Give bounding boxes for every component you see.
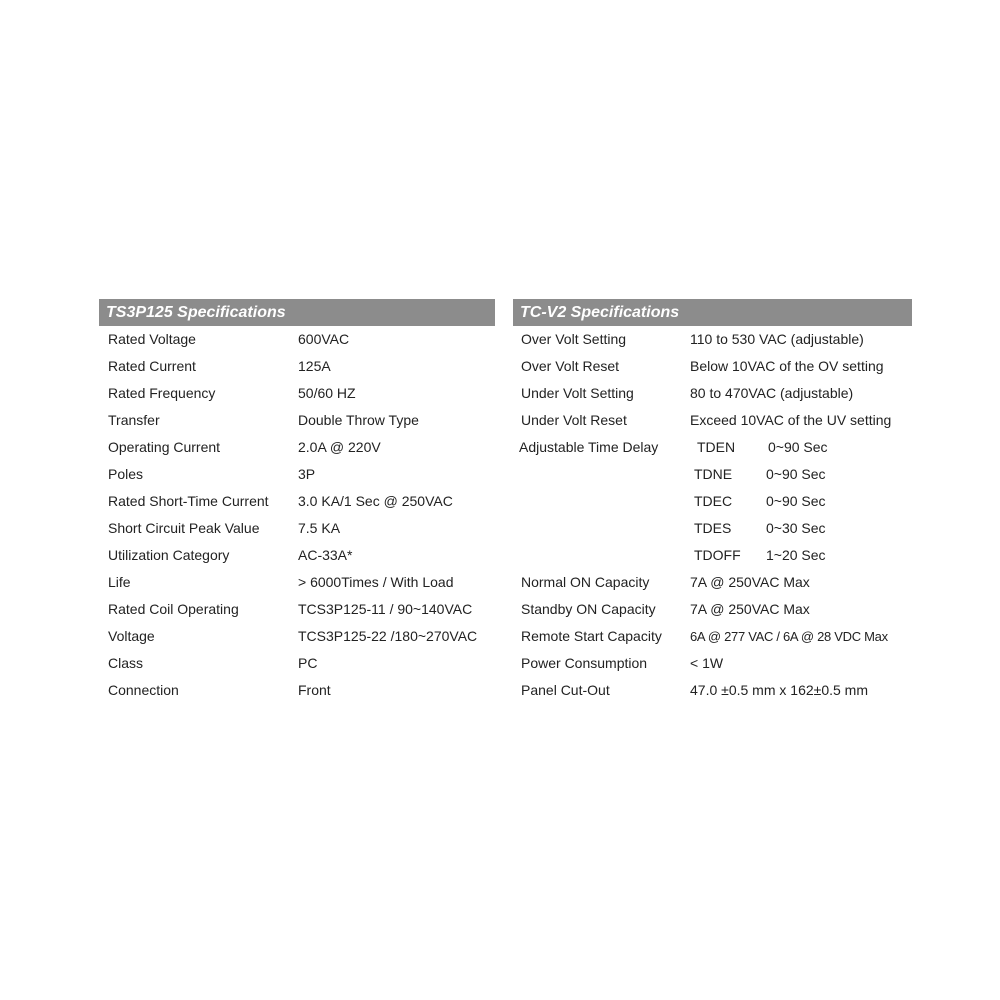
- spec-row: [99, 488, 495, 515]
- spec-label: Poles: [108, 466, 144, 482]
- spec-row: [99, 650, 495, 677]
- spec-row: [513, 623, 912, 650]
- spec-value: < 1W: [690, 655, 724, 671]
- spec-row: [513, 353, 912, 380]
- spec-label: Class: [108, 655, 144, 671]
- spec-value: PC: [298, 655, 318, 671]
- time-delay-range: 1~20 Sec: [766, 547, 826, 563]
- time-delay-code: TDOFF: [694, 547, 741, 563]
- spec-value: AC-33A*: [298, 547, 353, 563]
- spec-value: Exceed 10VAC of the UV setting: [690, 412, 892, 428]
- spec-value: 110 to 530 VAC (adjustable): [690, 331, 864, 347]
- spec-label: Over Volt Setting: [521, 331, 627, 347]
- spec-row: [99, 515, 495, 542]
- tcv2-spec-table: [513, 299, 912, 704]
- spec-value: 7A @ 250VAC Max: [690, 574, 810, 590]
- spec-row: [99, 569, 495, 596]
- spec-row: [99, 380, 495, 407]
- spec-value: > 6000Times / With Load: [298, 574, 454, 590]
- spec-value: TCS3P125-22 /180~270VAC: [298, 628, 478, 644]
- spec-value: 7.5 KA: [298, 520, 341, 536]
- spec-row: [513, 380, 912, 407]
- spec-label: Voltage: [108, 628, 155, 644]
- spec-label: Transfer: [108, 412, 160, 428]
- spec-value: 2.0A @ 220V: [298, 439, 381, 455]
- spec-row: [513, 407, 912, 434]
- spec-label: Normal ON Capacity: [521, 574, 650, 590]
- spec-label: Standby ON Capacity: [521, 601, 656, 617]
- spec-row: [99, 623, 495, 650]
- spec-label: Rated Current: [108, 358, 196, 374]
- spec-row: [513, 569, 912, 596]
- spec-value: Below 10VAC of the OV setting: [690, 358, 884, 374]
- spec-value: 600VAC: [298, 331, 350, 347]
- spec-row: [513, 650, 912, 677]
- spec-row: [99, 542, 495, 569]
- spec-value: 3P: [298, 466, 316, 482]
- spec-value: TCS3P125-11 / 90~140VAC: [298, 601, 473, 617]
- spec-value: 80 to 470VAC (adjustable): [690, 385, 854, 401]
- spec-label: Operating Current: [108, 439, 221, 455]
- time-delay-code: TDNE: [694, 466, 733, 482]
- time-delay-range: 0~90 Sec: [766, 493, 826, 509]
- spec-label: Connection: [108, 682, 179, 698]
- time-delay-range: 0~90 Sec: [766, 466, 826, 482]
- spec-row: [99, 353, 495, 380]
- spec-label: Rated Voltage: [108, 331, 196, 347]
- spec-value: 3.0 KA/1 Sec @ 250VAC: [298, 493, 453, 509]
- time-delay-row: [513, 515, 912, 542]
- spec-value: Front: [298, 682, 331, 698]
- spec-row: [99, 677, 495, 704]
- spec-row: [513, 677, 912, 704]
- spec-label: Panel Cut-Out: [521, 682, 610, 698]
- time-delay-row: [513, 434, 912, 461]
- spec-label: Remote Start Capacity: [521, 628, 662, 644]
- spec-value: 125A: [298, 358, 331, 374]
- spec-value: 6A @ 277 VAC / 6A @ 28 VDC Max: [690, 629, 888, 644]
- spec-label: Power Consumption: [521, 655, 648, 671]
- ts3p125-spec-header: TS3P125 Specifications: [99, 299, 495, 326]
- spec-row: [99, 596, 495, 623]
- spec-row: [513, 326, 912, 353]
- spec-label: Under Volt Setting: [521, 385, 634, 401]
- spec-value: Double Throw Type: [298, 412, 419, 428]
- time-delay-range: 0~30 Sec: [766, 520, 826, 536]
- ts3p125-spec-table: [99, 299, 495, 704]
- time-delay-row: [513, 488, 912, 515]
- spec-label: Rated Short-Time Current: [108, 493, 269, 509]
- time-delay-row: [513, 542, 912, 569]
- spec-label: Rated Coil Operating: [108, 601, 239, 617]
- tcv2-spec-rows: [513, 326, 912, 704]
- tcv2-spec-header: TC-V2 Specifications: [513, 299, 912, 326]
- ts3p125-spec-rows: [99, 326, 495, 704]
- spec-label: Under Volt Reset: [521, 412, 627, 428]
- spec-value: 47.0 ±0.5 mm x 162±0.5 mm: [690, 682, 868, 698]
- spec-label: Utilization Category: [108, 547, 230, 563]
- spec-label: Short Circuit Peak Value: [108, 520, 260, 536]
- spec-label: Over Volt Reset: [521, 358, 620, 374]
- time-delay-code: TDES: [694, 520, 732, 536]
- spec-row: [513, 596, 912, 623]
- time-delay-code: TDEC: [694, 493, 733, 509]
- spec-value: 50/60 HZ: [298, 385, 356, 401]
- time-delay-row: [513, 461, 912, 488]
- spec-row: [99, 461, 495, 488]
- time-delay-range: 0~90 Sec: [768, 439, 828, 455]
- spec-row: [99, 326, 495, 353]
- time-delay-label: Adjustable Time Delay: [519, 439, 659, 455]
- spec-label: Life: [108, 574, 131, 590]
- spec-row: [99, 434, 495, 461]
- spec-row: [99, 407, 495, 434]
- spec-value: 7A @ 250VAC Max: [690, 601, 810, 617]
- spec-label: Rated Frequency: [108, 385, 216, 401]
- time-delay-code: TDEN: [697, 439, 736, 455]
